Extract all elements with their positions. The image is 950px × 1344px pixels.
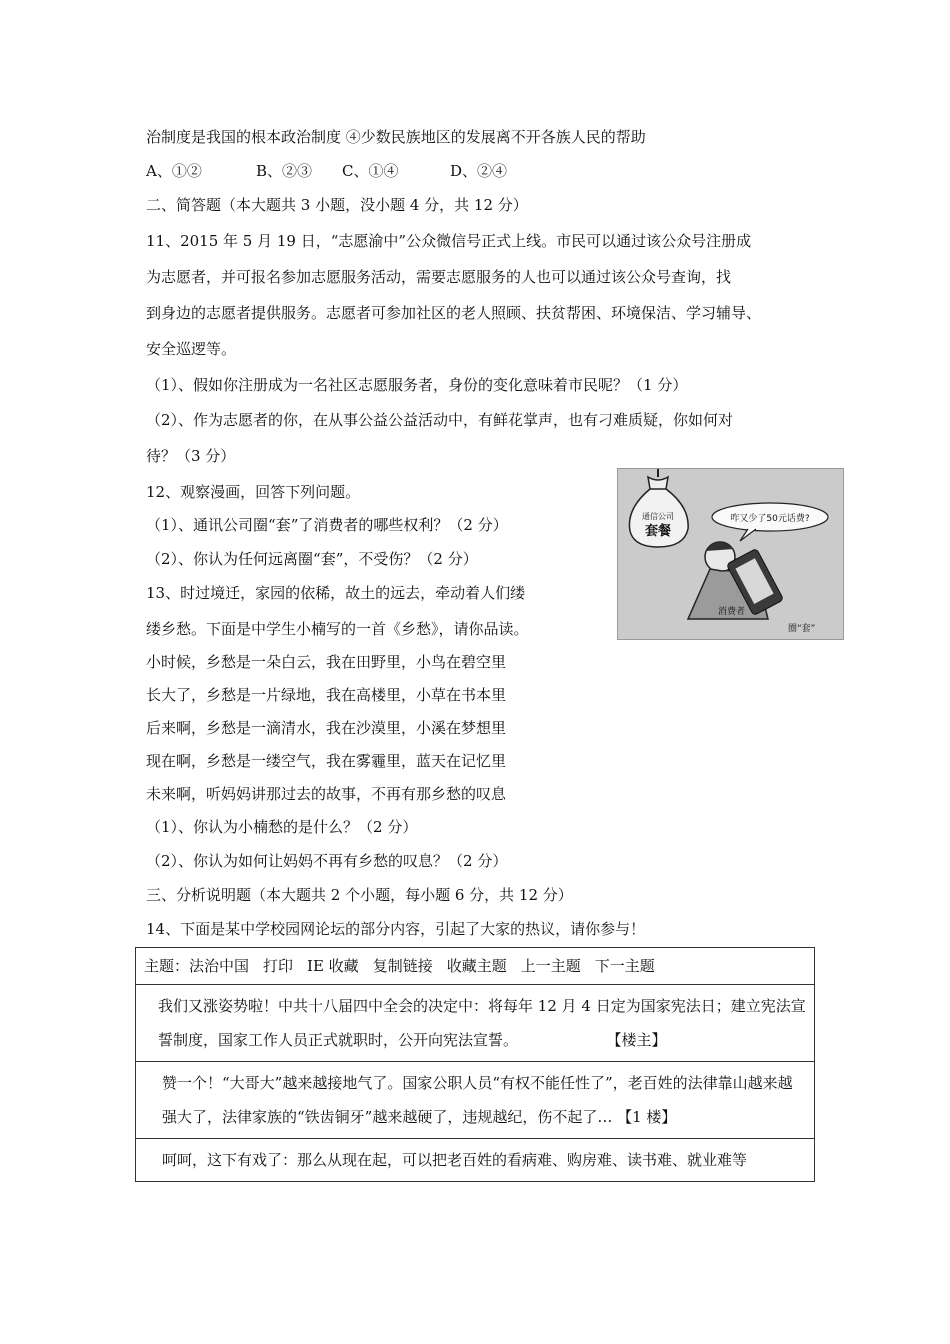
section-heading: 三、分析说明题（本大题共 2 个小题，每小题 6 分，共 12 分） (146, 886, 573, 904)
poem-line: 长大了，乡愁是一片绿地，我在高楼里，小草在书本里 (146, 686, 507, 704)
copy-link[interactable]: 复制链接 (372, 957, 433, 975)
sub-question: （2）、你认为任何远离圈“套”，不受伤？（2 分） (146, 550, 478, 568)
poem-line: 小时候，乡愁是一朵白云，我在田野里，小鸟在碧空里 (146, 653, 507, 671)
sub-question: （2）、作为志愿者的你，在从事公益公益活动中，有鲜花掌声，也有刁难质疑，你如何对 (146, 411, 734, 429)
ie-favorite-link[interactable]: IE 收藏 (307, 957, 359, 975)
poem-line: 现在啊，乡愁是一缕空气，我在雾霾里，蓝天在记忆里 (146, 752, 507, 770)
sub-question: （1）、假如你注册成为一名社区志愿服务者，身份的变化意味着市民呢？（1 分） (146, 376, 688, 394)
next-topic-link[interactable]: 下一主题 (594, 957, 655, 975)
poem-line: 未来啊，听妈妈讲那过去的故事，不再有那乡愁的叹息 (146, 785, 507, 803)
bag-label: 通信公司 (642, 512, 674, 521)
answer-options (146, 161, 507, 181)
sub-question: （1）、你认为小楠愁的是什么？（2 分） (146, 818, 418, 836)
cartoon-image (617, 468, 844, 640)
post-tag: 【1 楼】 (617, 1108, 677, 1126)
question-11: 到身边的志愿者提供服务。志愿者可参加社区的老人照顾、扶贫帮困、环境保洁、学习辅导、 (146, 304, 762, 322)
sub-question: 待？（3 分） (146, 447, 236, 465)
sub-question: （1）、通讯公司圈“套”了消费者的哪些权利？（2 分） (146, 516, 508, 534)
text-line: 治制度是我国的根本政治制度 ④少数民族地区的发展离不开各族人民的帮助 (146, 128, 646, 146)
print-link[interactable]: 打印 (263, 957, 294, 975)
poem-line: 后来啊，乡愁是一滴清水，我在沙漠里，小溪在梦想里 (146, 719, 507, 737)
forum-post (136, 1139, 815, 1182)
cartoon-caption: 圈“套” (788, 624, 816, 634)
consumer-label: 消费者 (718, 607, 746, 617)
question-11: 为志愿者，并可报名参加志愿服务活动，需要志愿服务的人也可以通过该公众号查询，找 (146, 268, 732, 286)
question-14: 14、下面是某中学校园网论坛的部分内容，引起了大家的热议，请你参与！ (146, 920, 646, 938)
post-text: 赞一个！“大哥大”越来越接地气了。国家公职人员“有权不能任性了”，老百姓的法律靠山越来越强大了，法律家族的“铁齿铜牙”越来越硬了，违规越纪，伤不起了… (162, 1074, 793, 1126)
section-heading: 二、简答题（本大题共 3 小题，没小题 4 分，共 12 分） (146, 196, 528, 214)
bag-title: 套餐 (644, 524, 672, 539)
speech-bubble: 咋又少了50元话费? (730, 514, 810, 524)
favorite-topic-link[interactable]: 收藏主题 (446, 957, 507, 975)
option-a: A、①② (146, 162, 202, 180)
forum-post (136, 1062, 815, 1139)
prev-topic-link[interactable]: 上一主题 (520, 957, 581, 975)
option-b: B、②③ (256, 162, 313, 180)
sub-question: （2）、你认为如何让妈妈不再有乡愁的叹息？（2 分） (146, 852, 508, 870)
question-12: 12、观察漫画，回答下列问题。 (146, 483, 361, 501)
post-text: 我们又涨姿势啦！中共十八届四中全会的决定中：将每年 12 月 4 日定为国家宪法日；建立宪法宣誓制度，国家工作人员正式就职时，公开向宪法宣誓。 (158, 997, 806, 1049)
question-13: 缕乡愁。下面是中学生小楠写的一首《乡愁》，请你品读。 (146, 620, 529, 638)
question-11: 11、2015 年 5 月 19 日，“志愿渝中”公众微信号正式上线。市民可以通过该公众号注册成 (146, 232, 752, 250)
question-11: 安全巡逻等。 (146, 340, 237, 358)
forum-menu-bar (136, 948, 815, 985)
forum-post (136, 985, 815, 1062)
post-text: 呵呵，这下有戏了：那么从现在起，可以把老百姓的看病难、购房难、读书难、就业难等 (162, 1151, 748, 1169)
forum-topic-title: 主题：法治中国 (144, 957, 250, 975)
forum-table (135, 947, 815, 1182)
option-d: D、②④ (450, 162, 508, 180)
question-13: 13、时过境迁，家园的依稀，故土的远去，牵动着人们缕 (146, 584, 526, 602)
post-tag: 【楼主】 (614, 1031, 667, 1049)
option-c: C、①④ (342, 162, 399, 180)
